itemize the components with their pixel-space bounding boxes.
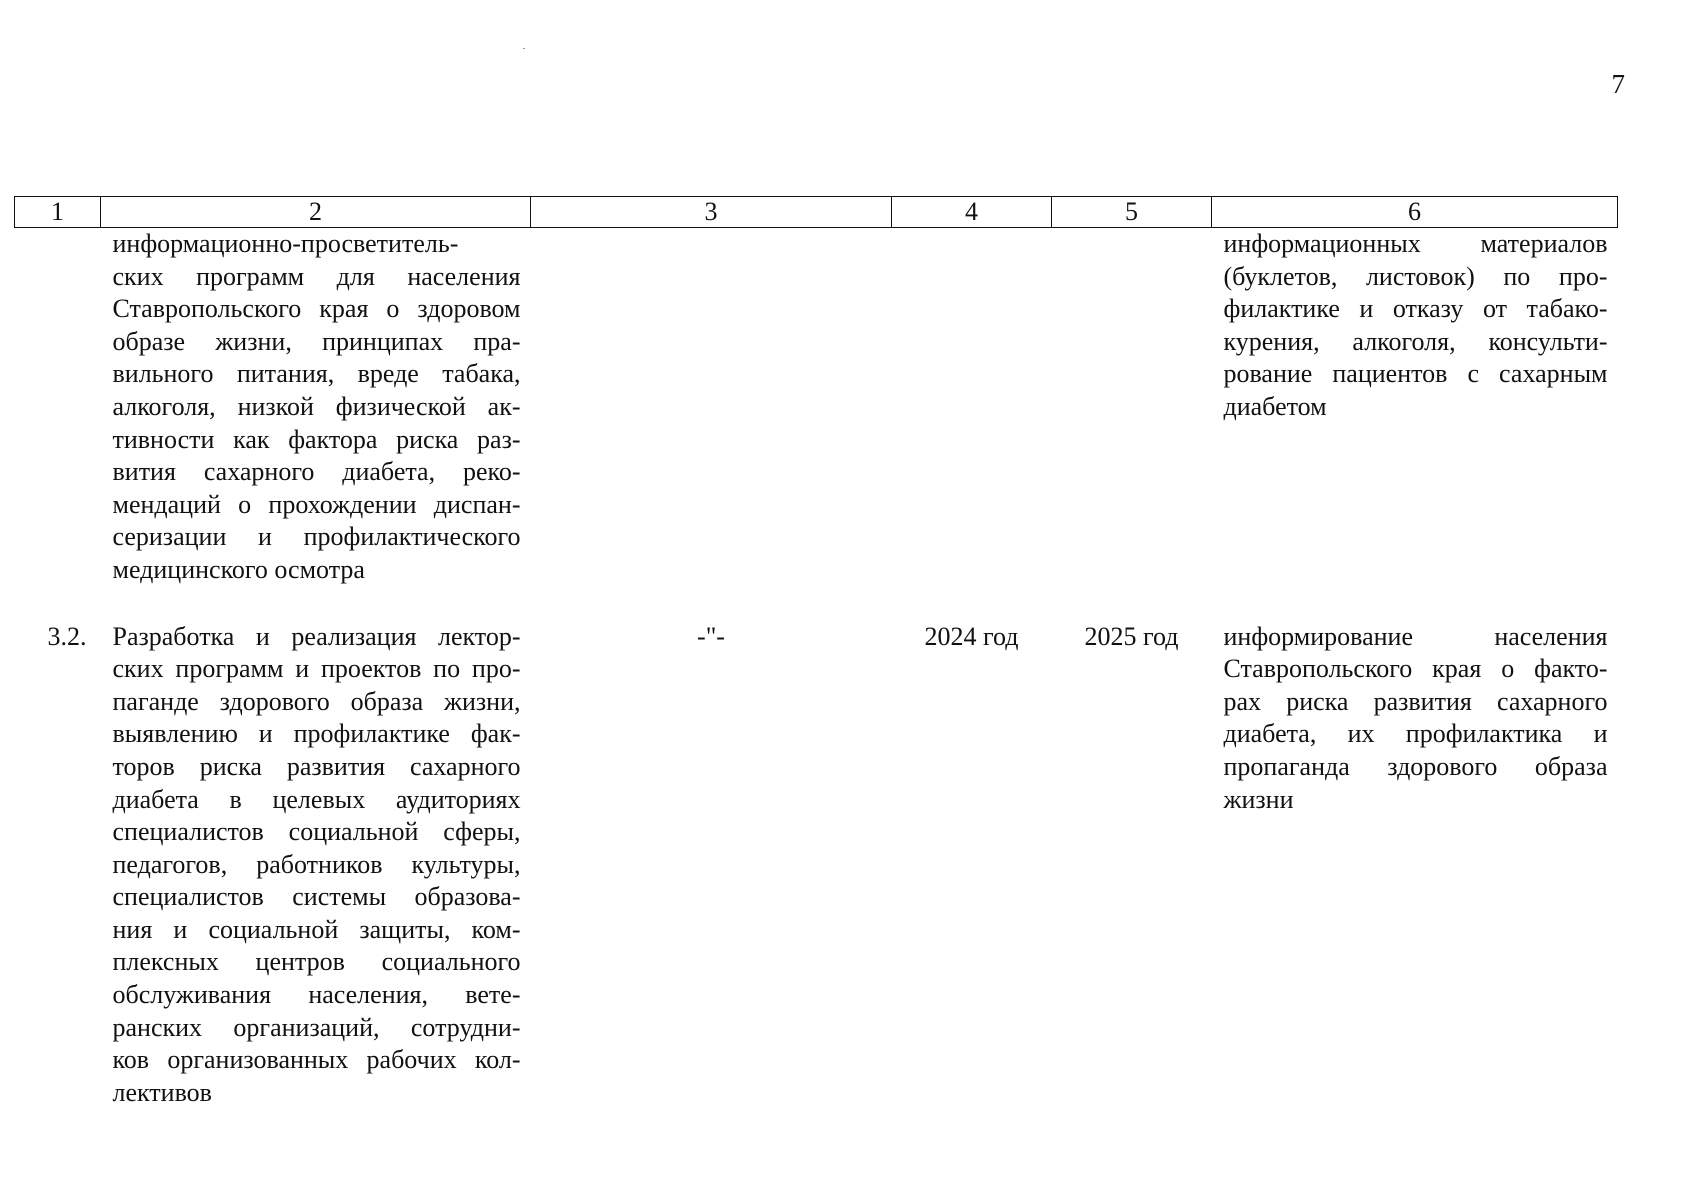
text-line: курения, алкоголя, консульти- bbox=[1223, 326, 1608, 356]
column-header-3: 3 bbox=[531, 197, 892, 228]
text-line: педагогов, работников культуры, bbox=[112, 849, 521, 879]
text-line: паганде здорового образа жизни, bbox=[112, 686, 521, 716]
end-period bbox=[1052, 228, 1212, 587]
table-row bbox=[15, 621, 1618, 1110]
text-line: филактике и отказу от табако- bbox=[1223, 294, 1608, 324]
text-line: информационных материалов bbox=[1223, 229, 1608, 258]
plan-table bbox=[14, 196, 1618, 1109]
text-line: ков организованных рабочих кол- bbox=[112, 1045, 521, 1075]
table-header-row bbox=[15, 197, 1618, 228]
text-line: специалистов системы образова- bbox=[112, 882, 521, 912]
text-line: Ставропольского края о здоровом bbox=[112, 294, 521, 324]
text-line: (буклетов, листовок) по про- bbox=[1223, 261, 1608, 291]
text-line: торов риска развития сахарного bbox=[112, 751, 521, 781]
text-line: ских программ для населения bbox=[112, 261, 521, 291]
text-line: диабета, их профилактика и bbox=[1223, 719, 1608, 749]
text-line: диабетом bbox=[1223, 391, 1327, 421]
end-period: 2025 год bbox=[1084, 621, 1179, 651]
text-line: ния и социальной защиты, ком- bbox=[112, 914, 521, 944]
text-line: серизации и профилактического bbox=[112, 522, 521, 552]
text-line: диабета в целевых аудиториях bbox=[112, 784, 521, 814]
column-header-6: 6 bbox=[1212, 197, 1618, 228]
column-header-5: 5 bbox=[1052, 197, 1212, 228]
text-line: информирование населения bbox=[1223, 621, 1608, 651]
row-spacer bbox=[15, 587, 1618, 621]
text-line: медицинского осмотра bbox=[112, 554, 365, 584]
text-line: плексных центров социального bbox=[112, 947, 521, 977]
text-line: рах риска развития сахарного bbox=[1223, 686, 1608, 716]
text-line: выявлению и профилактике фак- bbox=[112, 719, 521, 749]
column-header-2: 2 bbox=[101, 197, 531, 228]
text-line: алкоголя, низкой физической ак- bbox=[112, 391, 521, 421]
text-line: ских программ и проектов по про- bbox=[112, 654, 521, 684]
text-line: образе жизни, принципах пра- bbox=[112, 326, 521, 356]
event-description bbox=[101, 228, 531, 587]
text-line: жизни bbox=[1223, 784, 1294, 814]
page-number: 7 bbox=[1611, 69, 1625, 99]
expected-result bbox=[1212, 621, 1618, 1110]
text-line: вития сахарного диабета, реко- bbox=[112, 457, 521, 487]
column-header-4: 4 bbox=[892, 197, 1052, 228]
row-number bbox=[15, 228, 101, 587]
text-line: рование пациентов с сахарным bbox=[1223, 359, 1608, 389]
text-line: Ставропольского края о факто- bbox=[1223, 654, 1608, 684]
text-line: мендаций о прохождении диспан- bbox=[112, 489, 521, 519]
text-line: ранских организаций, сотрудни- bbox=[112, 1012, 521, 1042]
text-line: пропаганда здорового образа bbox=[1223, 751, 1608, 781]
column-header-1: 1 bbox=[15, 197, 101, 228]
text-line: информационно-просветитель- bbox=[112, 229, 459, 258]
text-line: тивности как фактора риска раз- bbox=[112, 424, 521, 454]
text-line: Разработка и реализация лектор- bbox=[112, 621, 521, 651]
executor: -"- bbox=[697, 621, 725, 651]
event-description bbox=[101, 621, 531, 1110]
text-line: специалистов социальной сферы, bbox=[112, 817, 521, 847]
text-line: обслуживания населения, вете- bbox=[112, 980, 521, 1010]
start-period: 2024 год bbox=[924, 621, 1019, 651]
scan-dot bbox=[523, 48, 525, 49]
expected-result bbox=[1212, 228, 1618, 587]
text-line: лективов bbox=[112, 1077, 212, 1107]
executor bbox=[531, 228, 892, 587]
start-period bbox=[892, 228, 1052, 587]
row-number: 3.2. bbox=[47, 621, 87, 651]
text-line: вильного питания, вреде табака, bbox=[112, 359, 521, 389]
table-row bbox=[15, 228, 1618, 587]
